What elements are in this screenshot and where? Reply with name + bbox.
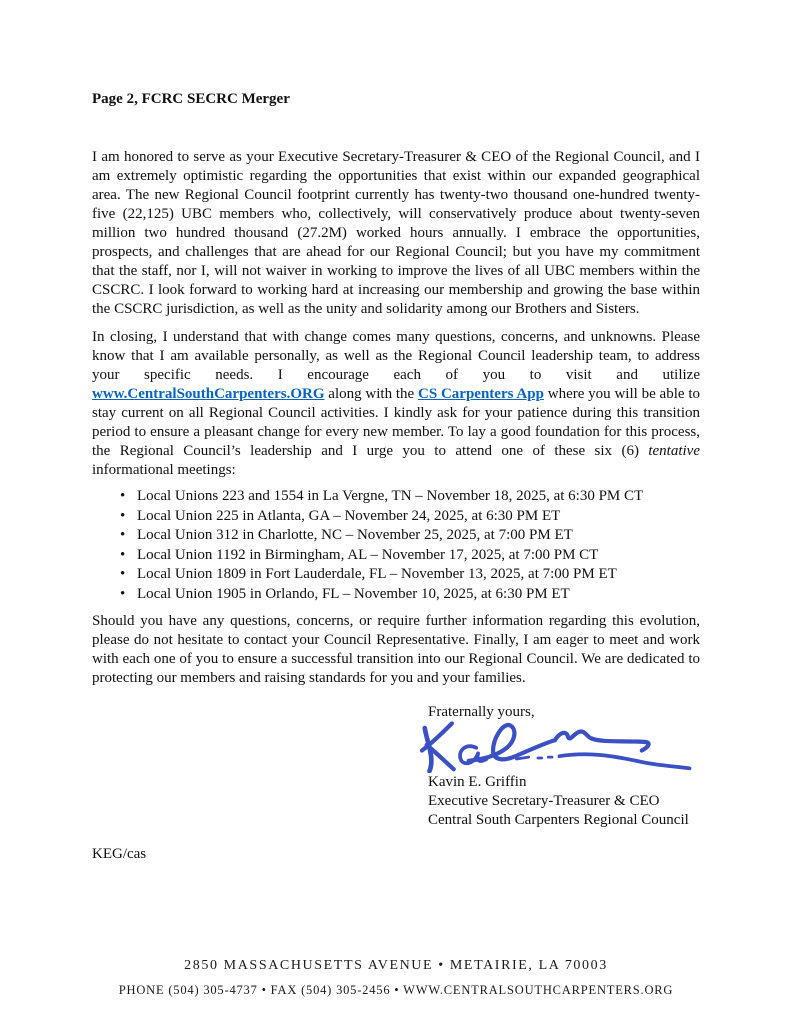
paragraph-2-text-end: informational meetings: <box>92 462 236 478</box>
signature-name-block <box>428 773 700 830</box>
meeting-list-item: • Local Union 1192 in Birmingham, AL – November 17, 2025, at 7:00 PM CT <box>137 546 700 566</box>
signer-organization: Central South Carpenters Regional Council <box>428 812 689 828</box>
letter-content <box>92 0 700 864</box>
page-header: Page 2, FCRC SECRC Merger <box>92 91 290 107</box>
meeting-list-item: • Local Union 1905 in Orlando, FL – November 10, 2025, at 6:30 PM ET <box>137 585 700 605</box>
meeting-list-item: • Local Union 225 in Atlanta, GA – November 24, 2025, at 6:30 PM ET <box>137 507 700 527</box>
tentative-emphasis: tentative <box>648 443 700 459</box>
paragraph-2-text-after: where you will be able to stay current on all Regional Council activities. I kindly ask for your patience during this transition period to ensure a pleasant change for every new member. To lay a good foundation for this process, the Regional Council’s leadership and I urge you to attend one of these six (6) <box>92 386 700 459</box>
carpenters-app-link[interactable]: CS Carpenters App <box>418 386 544 402</box>
body-paragraph-3: Should you have any questions, concerns, or require further information regarding this evolution, please do not hesitate to contact your Council Representative. Finally, I am eager to meet and work with each one of you to ensure a successful transition into our Regional Council. We are dedicated to protecting our members and raising standards for you and your families. <box>92 613 700 686</box>
website-link[interactable]: www.CentralSouthCarpenters.ORG <box>92 386 325 402</box>
letterhead-footer <box>0 956 792 1000</box>
meeting-list-item: • Local Union 1809 in Fort Lauderdale, FL – November 13, 2025, at 7:00 PM ET <box>137 565 700 585</box>
meeting-list-item: • Local Unions 223 and 1554 in La Vergne, TN – November 18, 2025, at 6:30 PM CT <box>137 487 700 507</box>
paragraph-2-text-start: In closing, I understand that with change comes many questions, concerns, and unknowns. Please know that I am available personally, as well as the Regional Council leadership team, to address your specific needs. I encourage each of you to visit and utilize <box>92 329 700 383</box>
signer-name: Kavin E. Griffin <box>428 774 527 790</box>
signature-image <box>402 715 702 773</box>
signer-title: Executive Secretary-Treasurer & CEO <box>428 793 660 809</box>
reference-initials: KEG/cas <box>92 846 147 862</box>
footer-contact: PHONE (504) 305-4737 • FAX (504) 305-2456 • WWW.CENTRALSOUTHCARPENTERS.ORG <box>118 983 674 997</box>
closing-block <box>428 703 700 830</box>
meeting-list <box>92 487 700 604</box>
body-paragraph-1: I am honored to serve as your Executive Secretary-Treasurer & CEO of the Regional Council, and I am extremely optimistic regarding the opportunities that exist within our expanded geographical area. The new Regional Council footprint currently has twenty-two thousand one-hundred twenty-five (22,125) UBC members who, collectively, will conservatively produce about twenty-seven million two hundred thousand (27.2M) worked hours annually. I embrace the opportunities, prospects, and challenges that are ahead for our Regional Council; but you have my commitment that the staff, nor I, will not waiver in working to improve the lives of all UBC members within the CSCRC. I look forward to working hard at increasing our membership and growing the base within the CSCRC jurisdiction, as well as the unity and solidarity among our Brothers and Sisters. <box>92 149 700 317</box>
meeting-list-item: • Local Union 312 in Charlotte, NC – November 25, 2025, at 7:00 PM ET <box>137 526 700 546</box>
footer-address: 2850 MASSACHUSETTS AVENUE • METAIRIE, LA 70003 <box>184 958 608 973</box>
closing-salutation: Fraternally yours, <box>428 704 535 720</box>
body-paragraph-2 <box>92 328 700 480</box>
paragraph-2-text-middle: along with the <box>324 386 418 402</box>
